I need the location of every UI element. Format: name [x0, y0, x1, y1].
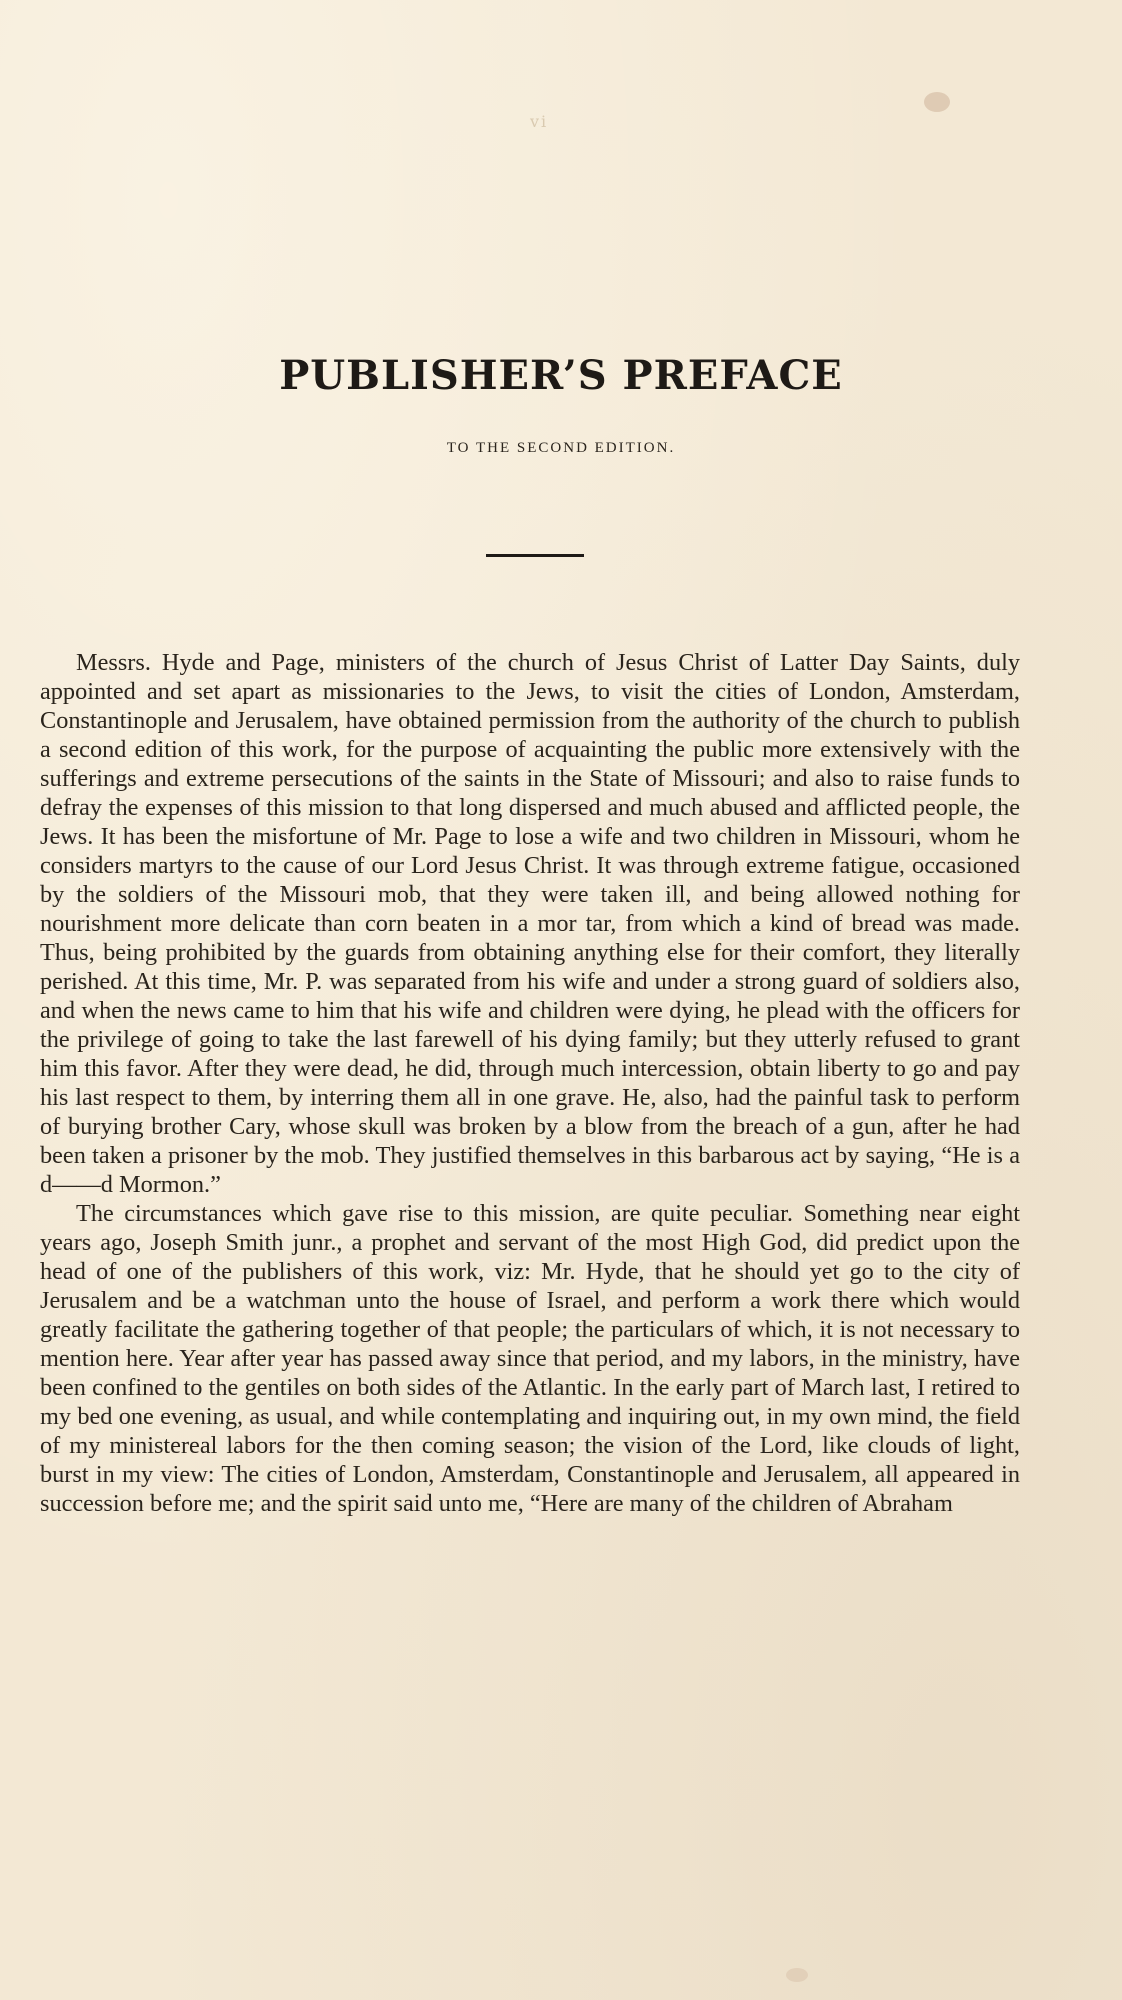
- page-title: PUBLISHER’S PREFACE: [279, 352, 843, 399]
- page-subtitle: TO THE SECOND EDITION.: [446, 440, 676, 456]
- preface-body: [40, 648, 1020, 1518]
- page-number: vi: [530, 112, 549, 131]
- paper-stain: [924, 92, 950, 112]
- title-divider: [486, 554, 584, 557]
- paragraph-1: Messrs. Hyde and Page, ministers of the church of Jesus Christ of Latter Day Saints, duly appointed and set apart as missionaries to the Jews, to visit the cities of London, Amsterdam, Constantinople and Jerusalem, have obtained permission from the authority of the church to publish a second edition of this work, for the purpose of acquainting the public more extensively with the sufferings and extreme persecutions of the saints in the State of Missouri; and also to raise funds to defray the expenses of this mission to that long dispersed and much abused and afflicted people, the Jews. It has been the misfortune of Mr. Page to lose a wife and two children in Missouri, whom he considers martyrs to the cause of our Lord Jesus Christ. It was through extreme fatigue, occasioned by the soldiers of the Missouri mob, that they were taken ill, and being allowed nothing for nourishment more delicate than corn beaten in a mor tar, from which a kind of bread was made. Thus, being prohibited by the guards from obtaining anything else for their comfort, they literally perished. At this time, Mr. P. was separated from his wife and under a strong guard of soldiers also, and when the news came to him that his wife and children were dying, he plead with the officers for the privilege of going to take the last farewell of his dying family; but they utterly refused to grant him this favor. After they were dead, he did, through much intercession, obtain liberty to go and pay his last respect to them, by interring them all in one grave. He, also, had the painful task to perform of burying brother Cary, whose skull was broken by a blow from the breach of a gun, after he had been taken a prisoner by the mob. They justified themselves in this barbarous act by saying, “He is a d——d Mormon.”: [40, 649, 1020, 1198]
- paragraph-2: The circumstances which gave rise to this mission, are quite peculiar. Something near eight years ago, Joseph Smith junr., a prophet and servant of the most High God, did predict upon the head of one of the publishers of this work, viz: Mr. Hyde, that he should yet go to the city of Jerusalem and be a watchman unto the house of Israel, and perform a work there which would greatly facilitate the gathering together of that people; the particulars of which, it is not necessary to mention here. Year after year has passed away since that period, and my labors, in the ministry, have been confined to the gentiles on both sides of the Atlantic. In the early part of March last, I retired to my bed one evening, as usual, and while contemplating and inquiring out, in my own mind, the field of my ministereal labors for the then coming season; the vision of the Lord, like clouds of light, burst in my view: The cities of London, Amsterdam, Constantinople and Jerusalem, all appeared in succession before me; and the spirit said unto me, “Here are many of the children of Abraham: [40, 1200, 1020, 1517]
- paper-stain: [786, 1968, 808, 1982]
